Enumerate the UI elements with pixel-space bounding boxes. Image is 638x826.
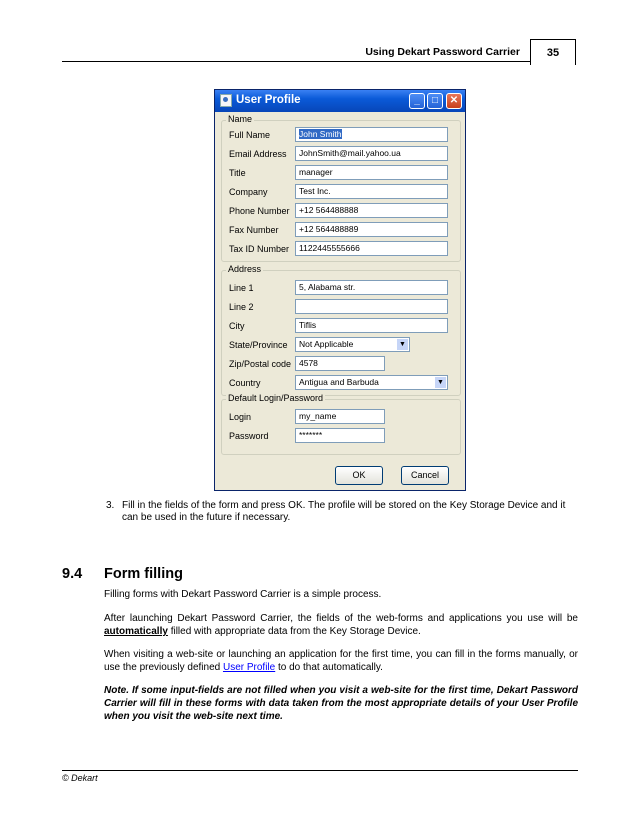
fax-field[interactable]: +12 564488889 — [295, 222, 448, 237]
full-name-value: John Smith — [299, 129, 342, 139]
login-field[interactable]: my_name — [295, 409, 385, 424]
fax-label: Fax Number — [229, 225, 279, 235]
minimize-icon[interactable]: _ — [409, 93, 425, 109]
line1-label: Line 1 — [229, 283, 254, 293]
paragraph-intro: Filling forms with Dekart Password Carrier is a simple process. — [104, 589, 382, 600]
tax-id-field[interactable]: 1122445555666 — [295, 241, 448, 256]
dialog-title: User Profile — [236, 94, 301, 106]
line1-field[interactable]: 5, Alabama str. — [295, 280, 448, 295]
cancel-button[interactable]: Cancel — [401, 466, 449, 485]
country-value: Antigua and Barbuda — [299, 377, 379, 387]
user-profile-link[interactable]: User Profile — [222, 662, 276, 673]
footer-rule — [62, 770, 578, 771]
close-icon[interactable]: ✕ — [446, 93, 462, 109]
zip-label: Zip/Postal code — [229, 359, 292, 369]
phone-label: Phone Number — [229, 206, 290, 216]
app-icon — [220, 94, 232, 107]
footer-copyright: © Dekart — [62, 773, 98, 783]
maximize-icon[interactable]: □ — [427, 93, 443, 109]
section-title: Form filling — [104, 566, 183, 582]
login-group — [221, 393, 461, 455]
name-group-label: Name — [228, 114, 253, 124]
country-label: Country — [229, 378, 261, 388]
automatically-emphasis: automatically — [104, 626, 168, 637]
step-text: Fill in the fields of the form and press OK. The profile will be stored on the Key Storage Device and it can be used in the future if necessary. — [122, 500, 566, 523]
line2-field[interactable] — [295, 299, 448, 314]
city-label: City — [229, 321, 245, 331]
line2-label: Line 2 — [229, 302, 254, 312]
state-select[interactable] — [295, 337, 410, 352]
zip-field[interactable]: 4578 — [295, 356, 385, 371]
email-field[interactable]: JohnSmith@mail.yahoo.ua — [295, 146, 448, 161]
step-number: 3. — [106, 500, 115, 511]
state-label: State/Province — [229, 340, 288, 350]
title-label: Title — [229, 168, 246, 178]
tax-id-label: Tax ID Number — [229, 244, 290, 254]
country-select[interactable] — [295, 375, 448, 390]
address-group-label: Address — [228, 264, 262, 274]
phone-field[interactable]: +12 564488888 — [295, 203, 448, 218]
city-field[interactable]: Tiflis — [295, 318, 448, 333]
p2-text-start: After launching Dekart Password Carrier, the fields of the web-forms and applications you use will be — [104, 613, 578, 624]
note-paragraph: Note. If some input-fields are not filled when you visit a web-site for the first time, Dekart Password Carrier will fill in these forms with data taken from the most appropriate details of your User Profile when you visit the web-site next time. — [104, 685, 578, 722]
ok-button[interactable]: OK — [335, 466, 383, 485]
section-number: 9.4 — [62, 566, 83, 582]
state-value: Not Applicable — [299, 339, 354, 349]
login-label: Login — [229, 412, 252, 422]
email-label: Email Address — [229, 149, 287, 159]
page-number: 35 — [530, 39, 576, 65]
company-field[interactable]: Test Inc. — [295, 184, 448, 199]
header-rule — [62, 61, 530, 62]
full-name-label: Full Name — [229, 130, 271, 140]
user-profile-dialog — [214, 89, 466, 491]
login-group-label: Default Login/Password — [228, 393, 324, 403]
p3-text-end: to do that automatically. — [275, 662, 383, 673]
password-field[interactable]: ******* — [295, 428, 385, 443]
paragraph-automatic — [104, 612, 578, 638]
full-name-field[interactable] — [295, 127, 448, 142]
chevron-down-icon[interactable]: ▼ — [435, 377, 446, 388]
company-label: Company — [229, 187, 268, 197]
p3-text-start: When visiting a web-site or launching an application for the first time, you can fill in the forms manually, or use the previously defined — [104, 649, 578, 673]
paragraph-manual — [104, 648, 578, 674]
dialog-titlebar — [215, 90, 465, 112]
running-header-title: Using Dekart Password Carrier — [365, 46, 520, 58]
chevron-down-icon[interactable]: ▼ — [397, 339, 408, 350]
p2-text-end: filled with appropriate data from the Key Storage Device. — [167, 626, 421, 637]
title-field[interactable]: manager — [295, 165, 448, 180]
password-label: Password — [229, 431, 269, 441]
